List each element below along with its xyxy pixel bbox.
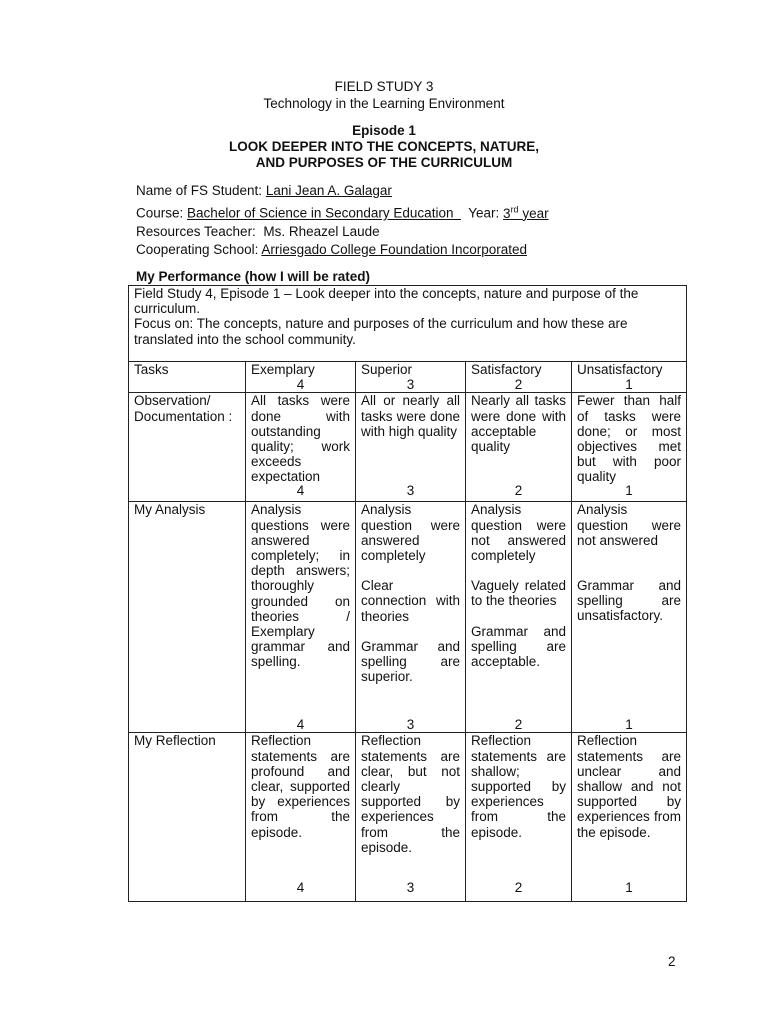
school-row	[136, 241, 696, 259]
school-value: Arriesgado College Foundation Incorporated	[261, 241, 528, 257]
course-label: Course:	[136, 205, 184, 221]
year-label: Year:	[468, 205, 500, 221]
episode-title-line2: AND PURPOSES OF THE CURRICULUM	[255, 155, 513, 170]
task-reflection: My Reflection	[129, 733, 246, 902]
performance-heading: My Performance (how I will be rated)	[136, 269, 371, 284]
rubric-row-reflection	[129, 733, 687, 902]
level-satisfactory: Satisfactory 2	[466, 362, 572, 393]
task-analysis: My Analysis	[129, 502, 246, 733]
rubric-table	[128, 285, 687, 902]
rubric-row-analysis	[129, 502, 687, 733]
reflection-unsatisfactory: Reflection statements are unclear and shallow and not supported by experiences from the episode. 1	[572, 733, 687, 902]
episode-header	[0, 123, 768, 171]
analysis-exemplary: Analysis questions were answered completely; in depth answers; thoroughly grounded on theories / Exemplary grammar and spelling. 4	[246, 502, 356, 733]
page-number: 2	[668, 954, 676, 969]
reflection-superior: Reflection statements are clear, but not clearly supported by experiences from the episode. 3	[356, 733, 466, 902]
rubric-intro-cell	[129, 286, 687, 362]
episode-label: Episode 1	[352, 123, 416, 138]
rubric-intro-row	[129, 286, 687, 362]
observation-satisfactory: Nearly all tasks were done with acceptable quality 2	[466, 393, 572, 502]
observation-exemplary: All tasks were done with outstanding quality; work exceeds expectation 4	[246, 393, 356, 502]
level-unsatisfactory: Unsatisfactory 1	[572, 362, 687, 393]
observation-superior: All or nearly all tasks were done with high quality 3	[356, 393, 466, 502]
level-superior: Superior 3	[356, 362, 466, 393]
course-header	[0, 78, 768, 112]
course-subtitle: Technology in the Learning Environment	[263, 96, 505, 111]
analysis-satisfactory: Analysis question were not answered completely Vaguely related to the theories Grammar and spelling are acceptable. 2	[466, 502, 572, 733]
teacher-value: Ms. Rheazel Laude	[263, 223, 380, 239]
analysis-unsatisfactory: Analysis question were not answered Grammar and spelling are unsatisfactory. 1	[572, 502, 687, 733]
rubric-row-observation	[129, 393, 687, 502]
course-row	[136, 200, 696, 223]
student-info	[136, 182, 696, 259]
reflection-satisfactory: Reflection statements are shallow; supported by experiences from the episode. 2	[466, 733, 572, 902]
rubric-intro-text: Field Study 4, Episode 1 – Look deeper into the concepts, nature and purpose of the curriculum.	[134, 286, 639, 317]
teacher-row	[136, 223, 696, 241]
student-name-label: Name of FS Student:	[136, 183, 263, 198]
observation-unsatisfactory: Fewer than half of tasks were done; or most objectives met but with poor quality 1	[572, 393, 687, 502]
student-name-value: Lani Jean A. Galagar	[265, 183, 392, 198]
teacher-label: Resources Teacher:	[136, 223, 256, 239]
rubric-focus-text: Focus on: The concepts, nature and purposes of the curriculum and how these are translated into the school community.	[134, 316, 628, 347]
school-label: Cooperating School:	[136, 241, 259, 257]
reflection-exemplary: Reflection statements are profound and clear, supported by experiences from the episode. 4	[246, 733, 356, 902]
course-value: Bachelor of Science in Secondary Education	[187, 205, 454, 221]
rubric-levels-row	[129, 362, 687, 393]
episode-title-line1: LOOK DEEPER INTO THE CONCEPTS, NATURE,	[228, 139, 540, 154]
level-exemplary: Exemplary 4	[246, 362, 356, 393]
task-observation: Observation/ Documentation :	[129, 393, 246, 502]
field-study-title: FIELD STUDY 3	[334, 79, 434, 94]
tasks-header: Tasks	[129, 362, 246, 393]
analysis-superior: Analysis question were answered completely Clear connection with theories Grammar and spelling are superior. 3	[356, 502, 466, 733]
student-name-row	[136, 182, 696, 200]
year-value: 3rd year	[503, 204, 549, 221]
